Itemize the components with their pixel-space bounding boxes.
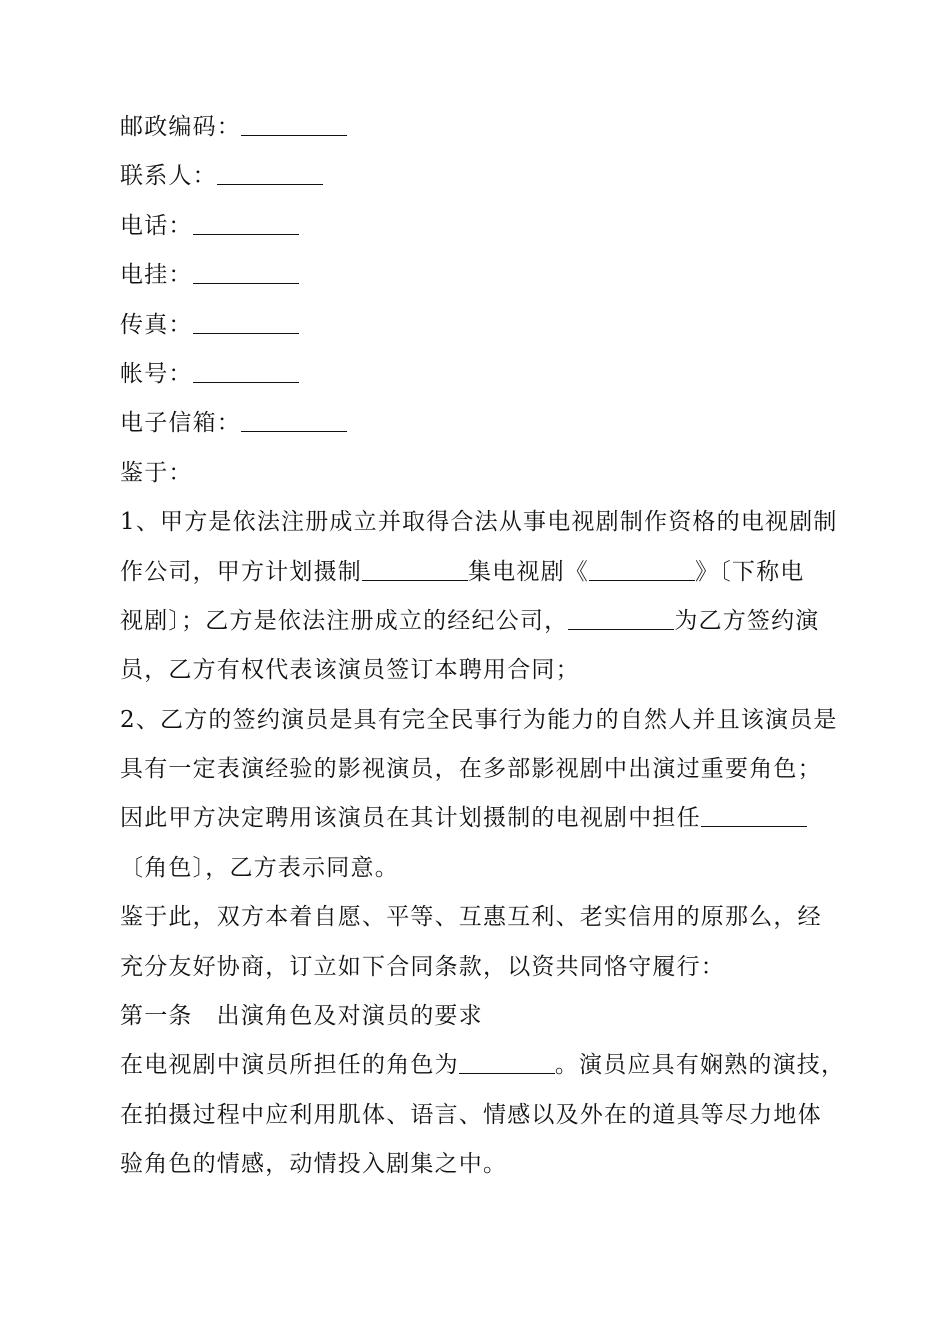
whereas-intro-text: 鉴于： bbox=[120, 459, 193, 486]
paragraph-text: 充分友好协商，订立如下合同条款，以资共同恪守履行： bbox=[120, 953, 725, 980]
phone-blank bbox=[193, 233, 299, 235]
article1-number: 第一条 bbox=[120, 1003, 193, 1030]
dial-line bbox=[120, 251, 840, 300]
account-label: 帐号： bbox=[120, 360, 193, 387]
paragraph-text: 验角色的情感，动情投入剧集之中。 bbox=[120, 1151, 508, 1178]
email-line bbox=[120, 399, 840, 448]
episode-count-blank bbox=[362, 579, 468, 581]
paragraph-text: 为乙方签约演 bbox=[674, 607, 820, 634]
role-blank bbox=[701, 825, 807, 827]
contact-blank bbox=[217, 183, 323, 185]
fax-blank bbox=[193, 332, 299, 334]
paragraph-text: 2、乙方的签约演员是具有完全民事行为能力的自然人并且该演员是 bbox=[120, 706, 838, 733]
whereas-item2-line2 bbox=[120, 745, 840, 794]
conclusion-line2 bbox=[120, 943, 840, 992]
paragraph-text: 集电视剧《 bbox=[468, 558, 589, 585]
contract-body bbox=[120, 103, 846, 1190]
postcode-line bbox=[120, 103, 840, 152]
whereas-intro bbox=[120, 449, 840, 498]
article1-line3 bbox=[120, 1140, 840, 1189]
contact-label: 联系人： bbox=[120, 163, 217, 190]
paragraph-text: 在电视剧中演员所担任的角色为 bbox=[120, 1052, 459, 1079]
paragraph-text: 。演员应具有娴熟的演技， bbox=[554, 1052, 846, 1079]
article1-line2 bbox=[120, 1091, 840, 1140]
whereas-item1-line4 bbox=[120, 646, 840, 695]
fax-label: 传真： bbox=[120, 311, 193, 338]
paragraph-text: 具有一定表演经验的影视演员，在多部影视剧中出演过重要角色； bbox=[120, 756, 822, 783]
whereas-item2-line4 bbox=[120, 844, 840, 893]
article1-heading bbox=[120, 992, 840, 1041]
whereas-item2-line3 bbox=[120, 794, 840, 843]
phone-label: 电话： bbox=[120, 212, 193, 239]
paragraph-text: 视剧〕；乙方是依法注册成立的经纪公司， bbox=[120, 607, 569, 634]
drama-title-blank bbox=[589, 579, 695, 581]
paragraph-text: 因此甲方决定聘用该演员在其计划摄制的电视剧中担任 bbox=[120, 805, 701, 832]
paragraph-text: 员，乙方有权代表该演员签订本聘用合同； bbox=[120, 657, 580, 684]
whereas-item1-line3 bbox=[120, 597, 840, 646]
whereas-item1-line1 bbox=[120, 498, 840, 547]
whereas-item1-line2 bbox=[120, 548, 840, 597]
paragraph-text: 〔角色〕，乙方表示同意。 bbox=[120, 854, 399, 881]
phone-line bbox=[120, 202, 840, 251]
paragraph-text: 鉴于此，双方本着自愿、平等、互惠互利、老实信用的原那么，经 bbox=[120, 904, 822, 931]
account-blank bbox=[193, 381, 299, 383]
fax-line bbox=[120, 301, 840, 350]
dial-blank bbox=[193, 282, 299, 284]
postcode-blank bbox=[241, 134, 347, 136]
paragraph-text: 1、甲方是依法注册成立并取得合法从事电视剧制作资格的电视剧制 bbox=[120, 509, 838, 536]
article1-title: 出演角色及对演员的要求 bbox=[216, 1003, 483, 1030]
email-blank bbox=[241, 430, 347, 432]
paragraph-text: 》〔下称电 bbox=[695, 558, 805, 585]
postcode-label: 邮政编码： bbox=[120, 114, 241, 140]
role-name-blank bbox=[459, 1072, 555, 1074]
whereas-item2-line1 bbox=[120, 696, 840, 745]
article1-line1 bbox=[120, 1041, 846, 1090]
contact-line bbox=[120, 152, 840, 201]
actor-name-blank bbox=[568, 628, 674, 630]
dial-label: 电挂： bbox=[120, 262, 193, 289]
paragraph-text: 在拍摄过程中应利用肌体、语言、情感以及外在的道具等尽力地体 bbox=[120, 1101, 822, 1128]
account-line bbox=[120, 350, 840, 399]
paragraph-text: 作公司，甲方计划摄制 bbox=[120, 558, 362, 585]
conclusion-line1 bbox=[120, 893, 840, 942]
email-label: 电子信箱： bbox=[120, 410, 241, 437]
